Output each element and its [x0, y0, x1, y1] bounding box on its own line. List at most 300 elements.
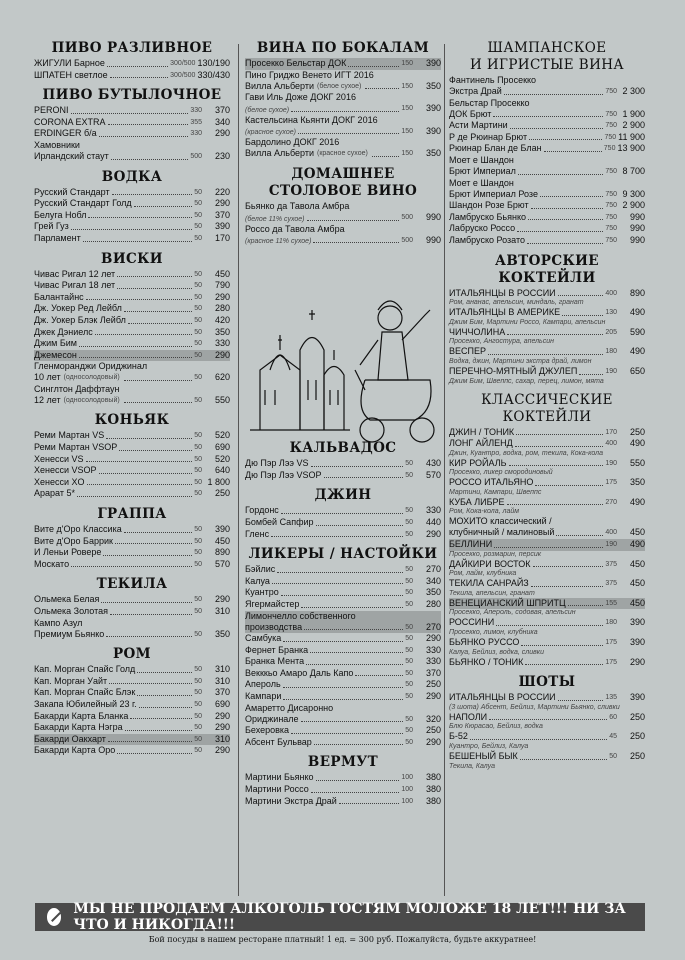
menu-item-description: (3 шота) Абсент, Бейлиз, Мартини Бьянко, сливки [449, 703, 620, 711]
dot-leader [298, 133, 399, 134]
dot-leader [79, 357, 192, 358]
menu-item-name: Кап. Морган Уайт [34, 675, 108, 686]
section-title: АВТОРСКИЕ КОКТЕЙЛИ [494, 252, 600, 286]
menu-item-name: Мартини Бьянко [245, 772, 314, 783]
menu-item-volume: 50 [194, 478, 202, 486]
menu-item-volume: 135 [605, 694, 617, 702]
menu-item-volume: 150 [401, 82, 413, 90]
menu-item-description: Водка, джин, Мартини экстра драй, лимон [449, 357, 592, 365]
dot-leader [316, 525, 404, 526]
menu-item-name: PERONI [34, 105, 69, 116]
menu-item-subtitle: (красное сухое) [317, 150, 368, 158]
menu-item-description: Просекко, Ангостура, апельсин [449, 338, 554, 346]
menu-item [449, 657, 645, 669]
dot-leader [528, 219, 603, 220]
menu-item-volume: 50 [194, 340, 202, 348]
menu-item-description: Джин, Куантро, водка, ром, текила, Кока-кола [449, 449, 604, 457]
menu-item [34, 221, 230, 233]
menu-item [449, 427, 645, 439]
dot-leader [111, 159, 189, 160]
dot-leader [277, 572, 403, 573]
menu-item [34, 442, 230, 454]
dot-leader [324, 477, 404, 478]
menu-item-price: 290 [214, 349, 230, 360]
menu-item-name: ВЕСПЕР [449, 346, 486, 357]
dot-leader [568, 605, 604, 606]
dot-leader [488, 354, 603, 355]
menu-item [245, 235, 441, 247]
menu-item-volume: 400 [605, 440, 617, 448]
menu-item-name: Моет е Шандон [449, 177, 514, 188]
menu-item-volume: 50 [194, 282, 202, 290]
menu-item-volume: 50 [405, 507, 413, 515]
dot-leader [86, 299, 193, 300]
menu-item-description: Джим Бим, Мартини Россо, Кампари, апельсин [449, 318, 606, 326]
menu-item-name: НАПОЛИ [449, 711, 488, 722]
menu-item [245, 691, 441, 703]
menu-item-volume: 100 [401, 774, 413, 782]
menu-item-volume: 50 [405, 577, 413, 585]
menu-item-name: РОССИНИ [449, 617, 495, 628]
menu-item-name: Бранка Мента [245, 656, 305, 667]
menu-section [245, 487, 441, 544]
menu-item [449, 598, 645, 610]
menu-item-volume: 50 [194, 270, 202, 278]
menu-item-price: 380 [425, 795, 441, 806]
menu-item [245, 679, 441, 691]
menu-item-volume: 750 [605, 202, 617, 210]
menu-item-price: 230 [214, 150, 230, 161]
menu-item-name: Мартини Россо [245, 784, 309, 795]
menu-item-volume: 50 [194, 490, 202, 498]
menu-item-name: производства [245, 621, 303, 632]
dot-leader [313, 242, 399, 243]
menu-item-description: Мартини, Кампари, Швеппс [449, 488, 542, 496]
menu-item-name: Абсент Бульвар [245, 736, 312, 747]
menu-item-volume: 50 [194, 223, 202, 231]
dot-leader [71, 229, 192, 230]
menu-item [449, 712, 645, 724]
menu-item-name: Моет е Шандон [449, 154, 514, 165]
menu-item [449, 731, 645, 743]
menu-item [449, 559, 645, 571]
menu-item-price: 2 900 [622, 120, 645, 131]
menu-item-name: Брют Империал Розе [449, 188, 538, 199]
menu-item [34, 676, 230, 688]
menu-item-description: Ром, лайм, клубника [449, 570, 517, 578]
menu-item-price: 330 [425, 644, 441, 655]
menu-item-name: Бехеровка [245, 725, 290, 736]
dot-leader [291, 111, 399, 112]
dot-leader [83, 241, 192, 242]
menu-item-name: Россо да Тавола Амбра [245, 223, 345, 234]
menu-item-subtitle: (односолодовый) [63, 396, 120, 404]
menu-item-name: Вилла Альберти [245, 148, 314, 159]
section-title: ДОМАШНЕЕ СТОЛОВОЕ ВИНО [268, 165, 418, 199]
menu-item [245, 148, 441, 160]
menu-item-volume: 50 [405, 518, 413, 526]
dot-leader [348, 66, 399, 67]
menu-item [34, 280, 230, 292]
menu-item-price: 990 [425, 211, 441, 222]
dot-leader [507, 334, 603, 335]
menu-item-volume: 100 [401, 786, 413, 794]
menu-item-price: 290 [629, 656, 645, 667]
menu-item-volume: 750 [605, 225, 617, 233]
menu-item-price: 1 800 [207, 476, 230, 487]
menu-item [245, 633, 441, 645]
menu-item-subtitle: (красное 11% сухое) [245, 238, 312, 246]
menu-item-price: 370 [214, 209, 230, 220]
menu-item-volume: 155 [605, 599, 617, 607]
dot-leader [71, 566, 192, 567]
menu-item-volume: 50 [194, 396, 202, 404]
menu-item-price: 890 [629, 287, 645, 298]
dot-leader [521, 645, 603, 646]
menu-item-volume: 500 [190, 152, 202, 160]
menu-item-volume: 50 [194, 608, 202, 615]
dot-leader [110, 77, 168, 78]
menu-item-name: БЬЯНКО РУССО [449, 637, 520, 648]
section-title: ПИВО БУТЫЛОЧНОЕ [42, 87, 222, 104]
menu-item-volume: 175 [605, 479, 617, 487]
menu-item-name: Кампари [245, 691, 282, 702]
menu-section [245, 40, 441, 164]
column-divider [238, 44, 239, 896]
menu-item-volume: 50 [194, 467, 202, 475]
menu-item-price: 290 [214, 291, 230, 302]
menu-item-name: Ольмека Белая [34, 594, 100, 605]
section-title: КОНЬЯК [94, 412, 170, 429]
section-title: ШАМПАНСКОЕ И ИГРИСТЫЕ ВИНА [469, 40, 625, 73]
menu-item-name: МОХИТО классический / [449, 516, 552, 527]
menu-item [34, 105, 230, 117]
menu-item-price: 290 [214, 128, 230, 139]
menu-item-price: 420 [214, 314, 230, 325]
menu-item-volume: 750 [605, 110, 617, 118]
menu-item [449, 497, 645, 509]
menu-item [245, 656, 441, 668]
menu-item-price: 570 [214, 558, 230, 569]
menu-item-name: Дж. Уокер Ред Лейбл [34, 303, 122, 314]
menu-item-volume: 50 [405, 738, 413, 746]
menu-item-volume: 180 [605, 619, 617, 627]
dot-leader [124, 311, 192, 312]
menu-item-volume: 50 [405, 693, 413, 701]
dot-leader [496, 625, 603, 626]
menu-item-price: 270 [425, 621, 441, 632]
menu-item [449, 438, 645, 450]
menu-item-description: Ром, ананас, апельсин, миндаль, гранат [449, 299, 584, 307]
menu-item-name: БЕШЕНЫЙ БЫК [449, 751, 518, 761]
menu-item-name: ЧИЧЧОЛИНА [449, 326, 506, 337]
menu-item-description: Просекко, розмарин, персик [449, 550, 542, 558]
menu-item-description: Куантро, Бейлиз, Калуа [449, 743, 529, 750]
menu-item [449, 458, 645, 470]
menu-item [245, 796, 441, 808]
menu-item-volume: 190 [605, 367, 617, 375]
section-title: ВИНА ПО БОКАЛАМ [256, 40, 430, 56]
menu-item-price: 340 [214, 116, 230, 127]
section-title: ГРАППА [97, 506, 167, 523]
menu-item [449, 527, 645, 539]
menu-item-price: 320 [425, 713, 441, 724]
menu-item-volume: 50 [194, 724, 202, 732]
menu-item-volume: 150 [401, 150, 413, 158]
menu-item-subtitle: (односолодовый) [63, 374, 120, 382]
menu-item [449, 578, 645, 590]
menu-item-volume: 750 [605, 167, 617, 175]
menu-item-price: 2 300 [622, 86, 645, 96]
menu-item-volume: 375 [605, 560, 617, 568]
menu-item-name: Апероль [245, 679, 281, 690]
menu-item-subtitle: (белое сухое) [245, 106, 290, 114]
dot-leader [281, 513, 403, 514]
dot-leader [533, 566, 604, 567]
menu-item [245, 725, 441, 737]
menu-item-volume: 150 [401, 105, 413, 113]
age-warning-banner [35, 903, 645, 931]
menu-item-name: Ирландский стаут [34, 150, 109, 161]
menu-item [245, 564, 441, 576]
menu-item-price: 550 [214, 394, 230, 405]
menu-item-name: ЛОНГ АЙЛЕНД [449, 438, 513, 449]
menu-item-description: Текила, апельсин, гранат [449, 589, 535, 597]
dot-leader [535, 485, 603, 486]
menu-item-price: 490 [629, 438, 645, 449]
dot-leader [108, 741, 192, 742]
menu-item-price: 330 [425, 656, 441, 667]
menu-item [245, 517, 441, 529]
menu-item-name: Премиум Бьянко [34, 628, 105, 639]
menu-item-name: ДОК Брют [449, 108, 492, 119]
menu-item [449, 366, 645, 378]
menu-item-price: 220 [214, 186, 230, 197]
menu-item-price: 330/430 [197, 69, 230, 80]
menu-item-name: Хамовники [34, 139, 80, 150]
menu-item [245, 212, 441, 224]
menu-item [245, 103, 441, 115]
dot-leader [95, 334, 193, 335]
menu-item-price: 390 [425, 125, 441, 136]
menu-item-price: 8 700 [622, 165, 645, 176]
menu-item-price: 350 [425, 148, 441, 159]
dot-leader [509, 465, 604, 466]
menu-item-price: 350 [629, 477, 645, 488]
menu-item-name: Чивас Ригал 18 лет [34, 280, 116, 291]
menu-item-name: CORONA EXTRA [34, 116, 106, 127]
menu-item-volume: 50 [194, 712, 202, 720]
menu-item-name: Реми Мартан VSOP [34, 442, 118, 453]
menu-item [245, 772, 441, 784]
menu-item [449, 86, 645, 98]
menu-item [34, 292, 230, 304]
menu-item-name: Бакарди Карта Нэгра [34, 722, 123, 733]
menu-item-name: Грей Гуз [34, 221, 69, 232]
menu-item-price: 250 [629, 426, 645, 437]
menu-item-price: 350 [214, 326, 230, 337]
column-divider [444, 44, 445, 896]
dot-leader [515, 446, 604, 447]
menu-item-price: 130/190 [197, 58, 230, 68]
dot-leader [529, 139, 602, 140]
menu-item-price: 250 [425, 679, 441, 690]
menu-item-price: 290 [425, 528, 441, 539]
menu-item-price: 290 [214, 594, 230, 605]
menu-item-volume: 50 [194, 677, 202, 685]
dot-leader [117, 753, 192, 754]
menu-item-name: 10 лет [34, 372, 61, 383]
menu-item-volume: 50 [194, 666, 202, 674]
menu-item [34, 594, 230, 606]
menu-item-name: Бэйлис [245, 564, 276, 575]
menu-item-name: Рюинар Блан де Блан [449, 143, 542, 154]
menu-item-name: Самбука [245, 633, 282, 644]
menu-item [34, 187, 230, 199]
menu-item-price: 1 900 [622, 108, 645, 119]
menu-item-name: Хенесси XO [34, 476, 85, 487]
menu-item-name: Гордонс [245, 505, 279, 516]
dot-leader [507, 504, 604, 505]
dot-leader [106, 438, 192, 439]
menu-item-name: ИТАЛЬЯНЦЫ В РОССИИ [449, 287, 556, 298]
menu-item [245, 587, 441, 599]
menu-item [449, 307, 645, 319]
dot-leader [562, 315, 603, 316]
menu-item-volume: 50 [405, 646, 413, 654]
menu-item [34, 699, 230, 711]
menu-item [34, 488, 230, 500]
menu-item-subtitle: (красное сухое) [245, 129, 296, 137]
menu-item-price: 350 [425, 80, 441, 91]
dot-leader [86, 461, 193, 462]
menu-item-name: клубничный / малиновый [449, 527, 555, 538]
dot-leader [339, 803, 399, 804]
menu-item-price: 450 [214, 535, 230, 546]
menu-section [245, 166, 441, 250]
dot-leader [112, 194, 193, 195]
breakage-note: Бой посуды в нашем ресторане платный! 1 ед. = 300 руб. Пожалуйста, будьте аккуратнее! [148, 935, 537, 944]
menu-item-price: 390 [629, 617, 645, 628]
menu-item-name: Пино Гриджо Венето ИГТ 2016 [245, 69, 374, 80]
menu-item-volume: 50 [194, 432, 202, 440]
dot-leader [115, 543, 192, 544]
menu-item-volume: 50 [609, 753, 617, 760]
menu-item-name: Куантро [245, 587, 279, 598]
menu-item-name: ИТАЛЬЯНЦЫ В АМЕРИКЕ [449, 307, 561, 318]
menu-item-volume: 355 [190, 118, 202, 126]
menu-item-price: 350 [425, 587, 441, 598]
menu-item-price: 690 [214, 698, 230, 709]
age-warning-text: МЫ НЕ ПРОДАЕМ АЛКОГОЛЬ ГОСТЯМ МОЛОЖЕ 18 ЛЕТ!!! НИ ЗА ЧТО И НИКОГДА!!! [73, 901, 626, 933]
menu-item-price: 490 [629, 496, 645, 507]
menu-item-name: Гленморанджи Ориджинал [34, 361, 148, 372]
menu-item [34, 233, 230, 245]
menu-item-name: Бомбей Сапфир [245, 516, 314, 527]
menu-item-name: Калуа [245, 575, 270, 586]
menu-item [449, 223, 645, 235]
menu-item-price: 520 [214, 453, 230, 464]
menu-item-price: 380 [425, 772, 441, 783]
menu-item-name: И Леньи Ровере [34, 547, 102, 558]
dot-leader [520, 759, 607, 760]
menu-item-price: 290 [214, 710, 230, 721]
menu-item-price: 13 900 [617, 143, 645, 154]
menu-section [449, 40, 645, 251]
dot-leader [283, 687, 404, 688]
menu-item [34, 269, 230, 281]
dot-leader [271, 536, 403, 537]
menu-item-volume: 50 [194, 630, 202, 638]
dot-leader [301, 607, 403, 608]
menu-item [245, 126, 441, 138]
menu-item [449, 166, 645, 178]
dot-leader [283, 641, 403, 642]
menu-section [34, 40, 230, 85]
dot-leader [517, 231, 603, 232]
menu-item-volume: 50 [194, 700, 202, 708]
menu-item-volume: 750 [605, 88, 617, 95]
menu-item-name: Русский Стандарт [34, 186, 110, 197]
menu-item [34, 395, 230, 407]
menu-item-name: Вилла Альберти [245, 80, 314, 91]
menu-item-price: 490 [629, 307, 645, 318]
menu-item-price: 290 [425, 691, 441, 702]
menu-item-price: 450 [629, 558, 645, 569]
menu-item [449, 143, 645, 155]
menu-item-name: Просекко Бельстар ДОК [245, 58, 347, 68]
menu-item-volume: 270 [605, 498, 617, 506]
menu-item-name: Фернет Бранка [245, 644, 309, 655]
menu-item [449, 120, 645, 132]
dot-leader [311, 466, 404, 467]
menu-item-volume: 50 [194, 596, 202, 604]
menu-item-volume: 50 [194, 455, 202, 463]
menu-item-name: Дю Пэр Лээ VSOP [245, 469, 322, 480]
menu-item [34, 711, 230, 723]
dot-leader [493, 116, 603, 117]
menu-item-volume: 330 [190, 107, 202, 115]
menu-item-name: Ориджинале [245, 713, 299, 724]
menu-item-price: 390 [629, 637, 645, 648]
menu-column-right [449, 38, 645, 775]
menu-item-volume: 50 [194, 200, 202, 208]
menu-item-price: 310 [214, 733, 230, 744]
section-title: ВОДКА [101, 168, 163, 185]
section-title: ВЕРМУТ [307, 754, 379, 771]
dot-leader [355, 675, 403, 676]
menu-item-price: 9 300 [622, 188, 645, 199]
menu-item [34, 303, 230, 315]
dot-leader [108, 124, 189, 125]
menu-item-price: 310 [214, 664, 230, 675]
menu-item-volume: 50 [194, 305, 202, 313]
menu-item-volume: 750 [605, 122, 617, 130]
dot-leader [107, 66, 168, 67]
menu-item [449, 200, 645, 212]
menu-item-volume: 50 [405, 635, 413, 643]
menu-item [449, 109, 645, 121]
dot-leader [310, 652, 403, 653]
menu-item [34, 315, 230, 327]
menu-item-price: 250 [214, 488, 230, 499]
dot-leader [504, 94, 604, 95]
menu-item-price: 620 [214, 372, 230, 383]
menu-item-name: Кастельсина Кьянти ДОКГ 2016 [245, 114, 378, 125]
menu-item [34, 722, 230, 734]
menu-item [34, 372, 230, 384]
menu-item-volume: 50 [194, 747, 202, 755]
